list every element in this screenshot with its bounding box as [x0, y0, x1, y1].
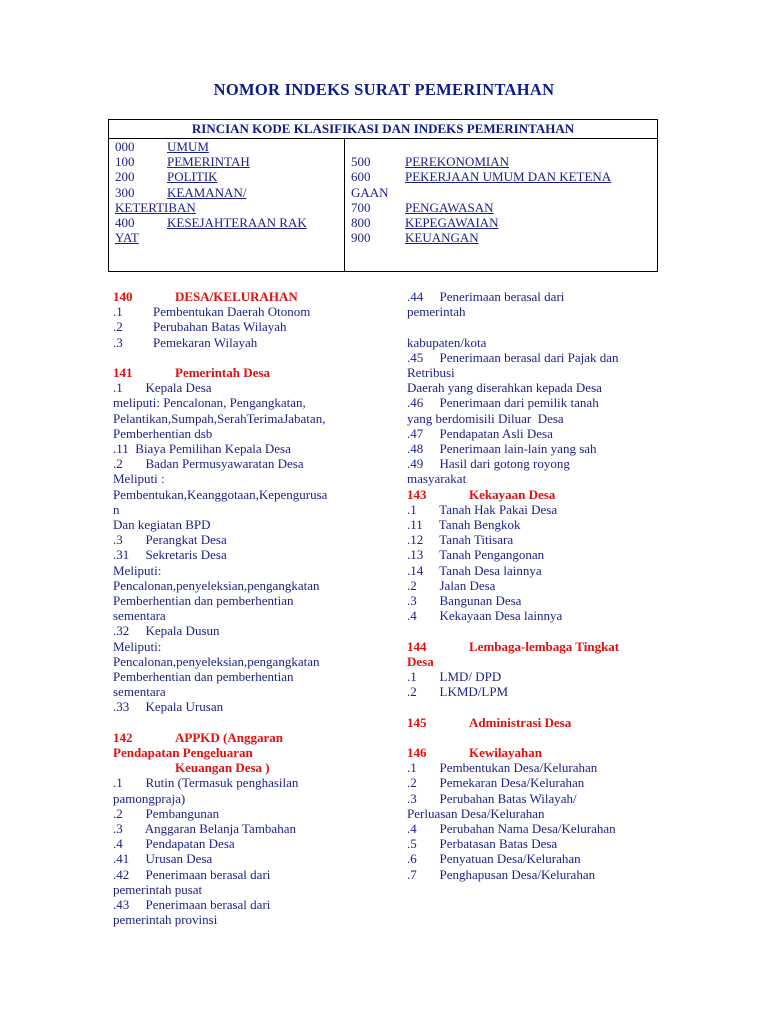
class-name: PENGAWASAN: [405, 199, 494, 215]
list-line: [407, 319, 657, 334]
list-line: .7 Penghapusan Desa/Kelurahan: [407, 866, 596, 882]
table-header: RINCIAN KODE KLASIFIKASI DAN INDEKS PEMERINTAHAN: [109, 120, 657, 139]
class-code: 500: [351, 154, 371, 170]
section-label: Pemerintah Desa: [175, 365, 270, 380]
list-line: .48 Penerimaan lain-lain yang sah: [407, 441, 597, 457]
class-name: POLITIK: [167, 169, 218, 185]
section-heading: [407, 487, 657, 502]
class-code: 700: [351, 199, 371, 215]
page-title: NOMOR INDEKS SURAT PEMERINTAHAN: [213, 80, 555, 99]
list-line: pemerintah provinsi: [113, 912, 218, 928]
section-heading-cont: Pendapatan Pengeluaran: [113, 745, 253, 761]
list-line: sementara: [113, 684, 166, 700]
list-line: .2 LKMD/LPM: [407, 684, 509, 700]
list-line: Meliputi:: [113, 562, 162, 578]
list-line: .13 Tanah Pengangonan: [407, 547, 545, 563]
list-line: Pembentukan,Keanggotaan,Kepengurusa: [113, 486, 328, 502]
item-text: Pemekaran Wilayah: [153, 334, 258, 350]
list-line: Pelantikan,Sumpah,SerahTerimaJabatan,: [113, 410, 326, 426]
list-line: .33 Kepala Urusan: [113, 699, 224, 715]
section-label: DESA/KELURAHAN: [175, 289, 298, 304]
class-name: PEKERJAAN UMUM DAN KETENA: [405, 169, 612, 185]
list-line: .2 Jalan Desa: [407, 577, 496, 593]
list-line: masyarakat: [407, 471, 467, 487]
section-code: 144: [407, 638, 427, 654]
section-heading: [407, 715, 657, 730]
item-text: Perubahan Batas Wilayah: [153, 319, 287, 335]
class-code: 100: [115, 154, 135, 170]
table-row: [351, 200, 651, 215]
list-line: pemerintah pusat: [113, 881, 203, 897]
table-right-column: [351, 139, 651, 245]
list-line: .1 Rutin (Termasuk penghasilan: [113, 775, 299, 791]
list-line: .1 Pembentukan Desa/Kelurahan: [407, 760, 598, 776]
table-row: [115, 154, 341, 169]
list-item: [113, 335, 365, 350]
section-heading-cont: Desa: [407, 653, 434, 669]
class-name: PEREKONOMIAN: [405, 154, 509, 170]
class-code: 600: [351, 169, 371, 185]
section-heading: [113, 365, 365, 380]
section-label: Administrasi Desa: [469, 714, 572, 730]
section-code: 143: [407, 486, 427, 502]
section-heading: [407, 639, 657, 654]
list-line: Daerah yang diserahkan kepada Desa: [407, 380, 602, 396]
list-line: .2 Pembangunan: [113, 805, 220, 821]
item-number: .1: [113, 304, 123, 320]
list-line: Pemberhentian dan pemberhentian: [113, 593, 294, 609]
list-line: Pemberhentian dsb: [113, 425, 213, 441]
class-name: KEPEGAWAIAN: [405, 215, 499, 230]
list-line: .41 Urusan Desa: [113, 851, 213, 867]
table-row: [351, 154, 651, 169]
table-row: [115, 169, 341, 184]
list-line: .49 Hasil dari gotong royong: [407, 456, 570, 472]
list-line: .31 Sekretaris Desa: [113, 547, 227, 563]
list-line: n: [113, 501, 120, 517]
list-line: Meliputi:: [113, 638, 162, 654]
list-line: .4 Kekayaan Desa lainnya: [407, 608, 563, 624]
class-code: 200: [115, 169, 135, 185]
table-row: [351, 169, 651, 184]
class-code: 800: [351, 215, 371, 230]
table-row-continuation: [351, 185, 651, 200]
list-line: .4 Pendapatan Desa: [113, 836, 235, 852]
table-row: [351, 215, 651, 230]
list-line: .46 Penerimaan dari pemilik tanah: [407, 395, 599, 411]
section-code: 146: [407, 745, 427, 761]
list-line: Pemberhentian dan pemberhentian: [113, 669, 294, 685]
class-name: KESEJAHTERAAN RAK: [167, 215, 307, 231]
list-line: .12 Tanah Titisara: [407, 532, 514, 548]
list-line: Retribusi: [407, 365, 455, 381]
item-number: .2: [113, 319, 123, 335]
class-name: KEUANGAN: [405, 230, 479, 246]
class-name-cont: YAT: [115, 230, 139, 246]
index-left-column: [113, 289, 365, 928]
class-name: UMUM: [167, 139, 209, 154]
list-line: .43 Penerimaan berasal dari: [113, 897, 271, 913]
section-label: Kewilayahan: [469, 745, 542, 761]
list-line: .2 Pemekaran Desa/Kelurahan: [407, 775, 585, 791]
list-line: .4 Perubahan Nama Desa/Kelurahan: [407, 821, 616, 837]
list-line: Perluasan Desa/Kelurahan: [407, 805, 545, 821]
list-line: .11 Tanah Bengkok: [407, 517, 521, 533]
list-line: Dan kegiatan BPD: [113, 517, 211, 533]
class-name-cont: KETERTIBAN: [115, 199, 196, 215]
list-line: .6 Penyatuan Desa/Kelurahan: [407, 851, 581, 867]
list-line: yang berdomisili Diluar Desa: [407, 410, 564, 426]
list-line: Pencalonan,penyeleksian,pengangkatan: [113, 577, 320, 593]
list-line: .14 Tanah Desa lainnya: [407, 562, 542, 578]
class-code: 300: [115, 184, 135, 200]
section-code: 140: [113, 289, 133, 304]
list-line: pemerintah: [407, 304, 466, 320]
list-line: .3 Perubahan Batas Wilayah/: [407, 790, 577, 806]
table-left-column: [115, 139, 341, 245]
list-line: pamongpraja): [113, 790, 186, 806]
section-heading: [113, 730, 365, 745]
list-line: .44 Penerimaan berasal dari: [407, 289, 565, 304]
table-row: [115, 215, 341, 230]
section-heading: [407, 745, 657, 760]
list-line: .47 Pendapatan Asli Desa: [407, 425, 553, 441]
table-row: [115, 185, 341, 200]
list-line: kabupaten/kota: [407, 334, 487, 350]
item-text: Pembentukan Daerah Otonom: [153, 304, 311, 320]
list-line: .1 Kepala Desa: [113, 380, 212, 396]
section-code: 142: [113, 729, 133, 745]
table-row-continuation: [115, 200, 341, 215]
list-line: .11 Biaya Pemilihan Kepala Desa: [113, 441, 291, 457]
list-line: .5 Perbatasan Batas Desa: [407, 836, 558, 852]
list-line: .42 Penerimaan berasal dari: [113, 866, 271, 882]
list-line: .3 Anggaran Belanja Tambahan: [113, 821, 296, 837]
class-code: 400: [115, 215, 135, 231]
list-line: .3 Bangunan Desa: [407, 593, 522, 609]
section-label: APPKD (Anggaran: [175, 729, 283, 745]
list-line: .2 Badan Permusyawaratan Desa: [113, 456, 304, 472]
list-line: sementara: [113, 608, 166, 624]
list-item: [113, 304, 365, 319]
list-line: .32 Kepala Dusun: [113, 623, 220, 639]
section-label-cont: Keuangan Desa ): [175, 760, 270, 776]
class-code: 900: [351, 230, 371, 246]
section-heading-cont: [113, 760, 365, 775]
list-line: .45 Penerimaan berasal dari Pajak dan: [407, 349, 619, 365]
class-name-cont: GAAN: [351, 184, 389, 200]
class-code: 000: [115, 139, 135, 154]
list-item: [113, 319, 365, 334]
section-code: 141: [113, 365, 133, 380]
list-line: meliputi: Pencalonan, Pengangkatan,: [113, 395, 306, 411]
list-line: Meliputi :: [113, 471, 165, 487]
section-code: 145: [407, 714, 427, 730]
class-name: PEMERINTAH: [167, 154, 250, 170]
item-number: .3: [113, 334, 123, 350]
section-heading: [113, 289, 365, 304]
table-row-continuation: [115, 230, 341, 245]
list-line: .1 LMD/ DPD: [407, 669, 502, 685]
list-line: .1 Tanah Hak Pakai Desa: [407, 501, 558, 517]
list-line: .3 Perangkat Desa: [113, 532, 227, 548]
table-divider: [344, 138, 345, 271]
table-row: [115, 139, 341, 154]
class-name: KEAMANAN/: [167, 184, 247, 200]
section-label: Lembaga-lembaga Tingkat: [469, 638, 620, 654]
section-label: Kekayaan Desa: [469, 486, 556, 502]
index-right-column: [407, 289, 657, 882]
classification-table: [108, 119, 658, 272]
list-line: Pencalonan,penyeleksian,pengangkatan: [113, 653, 320, 669]
table-row: [351, 230, 651, 245]
